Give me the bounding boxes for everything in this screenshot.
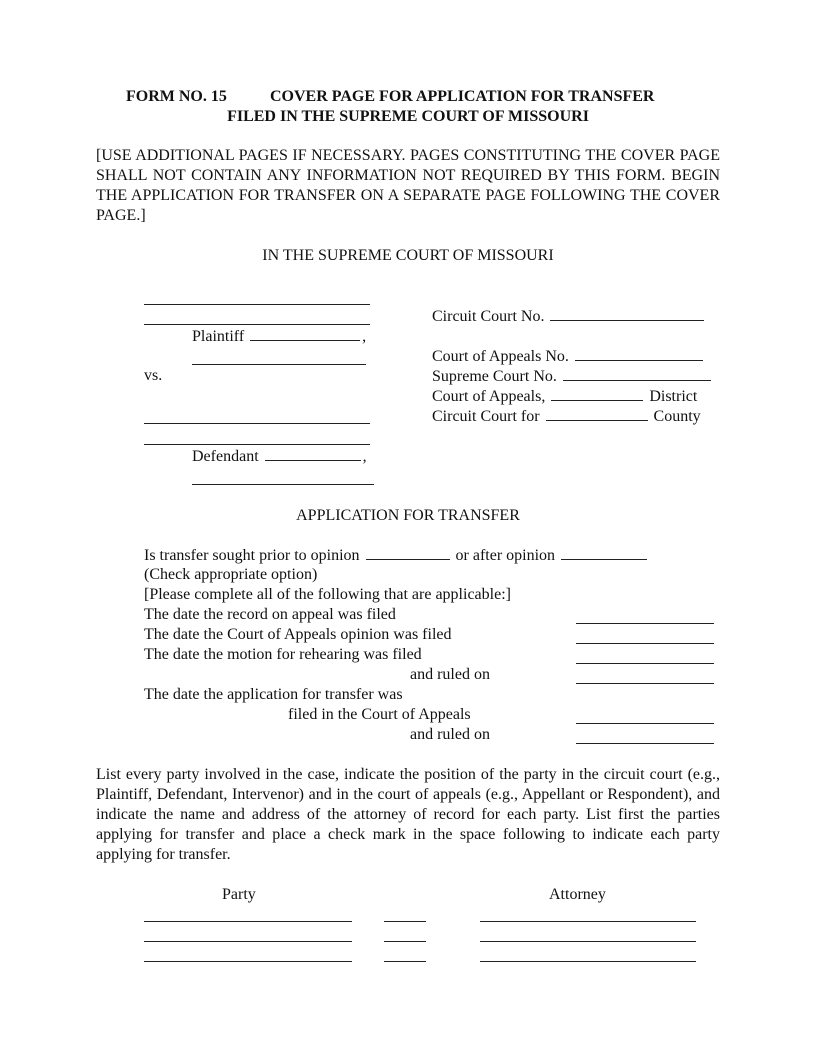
plaintiff-label: Plaintiff (192, 328, 245, 345)
opinion-filed-date-field[interactable] (576, 643, 714, 644)
party-name-field[interactable] (144, 941, 352, 942)
attorney-field[interactable] (480, 941, 696, 942)
county-field[interactable] (546, 406, 648, 421)
attorney-field[interactable] (480, 961, 696, 962)
after-opinion-field[interactable] (561, 545, 647, 560)
defendant-name-line-2[interactable] (144, 444, 370, 445)
defendant-role-row (192, 446, 367, 467)
application-heading: APPLICATION FOR TRANSFER (296, 507, 520, 524)
plaintiff-name-line-2[interactable] (144, 324, 370, 325)
prior-opinion-label: Is transfer sought prior to opinion (144, 547, 360, 564)
rehearing-ruled-date-field[interactable] (576, 683, 714, 684)
court-of-appeals-no-field[interactable] (575, 346, 703, 361)
transfer-app-ruled-label: and ruled on (410, 726, 490, 743)
circuit-court-for-label: Circuit Court for (432, 408, 540, 425)
court-of-appeals-district-row (432, 386, 697, 407)
versus-label: vs. (144, 367, 163, 384)
form-number: FORM NO. 15 (126, 88, 227, 105)
party-check-field[interactable] (384, 961, 426, 962)
court-of-appeals-no-row (432, 346, 705, 367)
district-field[interactable] (551, 386, 643, 401)
complete-note: [Please complete all of the following that are applicable:] (144, 586, 511, 603)
defendant-role-field[interactable] (265, 446, 361, 461)
opinion-filed-label: The date the Court of Appeals opinion was filed (144, 626, 452, 643)
plaintiff-role-line-2[interactable] (192, 364, 366, 365)
defendant-role-line-2[interactable] (192, 484, 374, 485)
party-check-field[interactable] (384, 921, 426, 922)
cover-page-instructions: [USE ADDITIONAL PAGES IF NECESSARY. PAGES CONSTITUTING THE COVER PAGE SHALL NOT CONTAIN ANY INFORMATION NOT REQUIRED BY THIS FORM. BEGIN THE APPLICATION FOR TRANSFER ON A SEPARATE PAGE FOLLOWING THE COVER PAGE.] (96, 147, 720, 224)
court-of-appeals-district-label: Court of Appeals, (432, 388, 546, 405)
circuit-court-for-row (432, 406, 701, 427)
plaintiff-role-row (192, 326, 366, 347)
comma: , (362, 328, 367, 345)
court-heading: IN THE SUPREME COURT OF MISSOURI (262, 247, 554, 264)
party-check-field[interactable] (384, 941, 426, 942)
circuit-court-no-label: Circuit Court No. (432, 308, 545, 325)
court-of-appeals-no-label: Court of Appeals No. (432, 348, 569, 365)
attorney-column-header: Attorney (549, 886, 606, 903)
attorney-field[interactable] (480, 921, 696, 922)
transfer-app-label-line1: The date the application for transfer was (144, 686, 403, 703)
plaintiff-role-field[interactable] (250, 326, 360, 341)
circuit-court-no-field[interactable] (550, 306, 704, 321)
plaintiff-name-line-1[interactable] (144, 304, 370, 305)
supreme-court-no-row (432, 366, 713, 387)
party-name-field[interactable] (144, 921, 352, 922)
party-column-header: Party (222, 886, 256, 903)
opinion-timing-row (144, 545, 649, 566)
after-opinion-label: or after opinion (455, 547, 556, 564)
rehearing-filed-date-field[interactable] (576, 663, 714, 664)
rehearing-ruled-label: and ruled on (410, 666, 490, 683)
supreme-court-no-label: Supreme Court No. (432, 368, 557, 385)
rehearing-filed-label: The date the motion for rehearing was filed (144, 646, 422, 663)
transfer-app-filed-date-field[interactable] (576, 723, 714, 724)
parties-instructions: List every party involved in the case, indicate the position of the party in the circuit court (e.g., Plaintiff, Defendant, Intervenor) and in the court of appeals (e.g., Appellant or Respondent), and indicate the name and address of the attorney of record for each party. List first the parties applying for transfer and place a check mark in the space following to indicate each party applying for transfer. (96, 766, 720, 863)
prior-opinion-field[interactable] (366, 545, 450, 560)
district-suffix: District (649, 388, 698, 405)
check-note: (Check appropriate option) (144, 566, 318, 583)
record-filed-date-field[interactable] (576, 623, 714, 624)
form-title-line2: FILED IN THE SUPREME COURT OF MISSOURI (227, 108, 589, 125)
defendant-label: Defendant (192, 448, 259, 465)
party-name-field[interactable] (144, 961, 352, 962)
defendant-name-line-1[interactable] (144, 423, 370, 424)
form-title-line1: COVER PAGE FOR APPLICATION FOR TRANSFER (270, 88, 655, 105)
record-filed-label: The date the record on appeal was filed (144, 606, 396, 623)
county-suffix: County (653, 408, 701, 425)
supreme-court-no-field[interactable] (563, 366, 711, 381)
transfer-app-label-line2: filed in the Court of Appeals (288, 706, 471, 723)
comma: , (362, 448, 367, 465)
circuit-court-no-row (432, 306, 706, 327)
transfer-app-ruled-date-field[interactable] (576, 743, 714, 744)
